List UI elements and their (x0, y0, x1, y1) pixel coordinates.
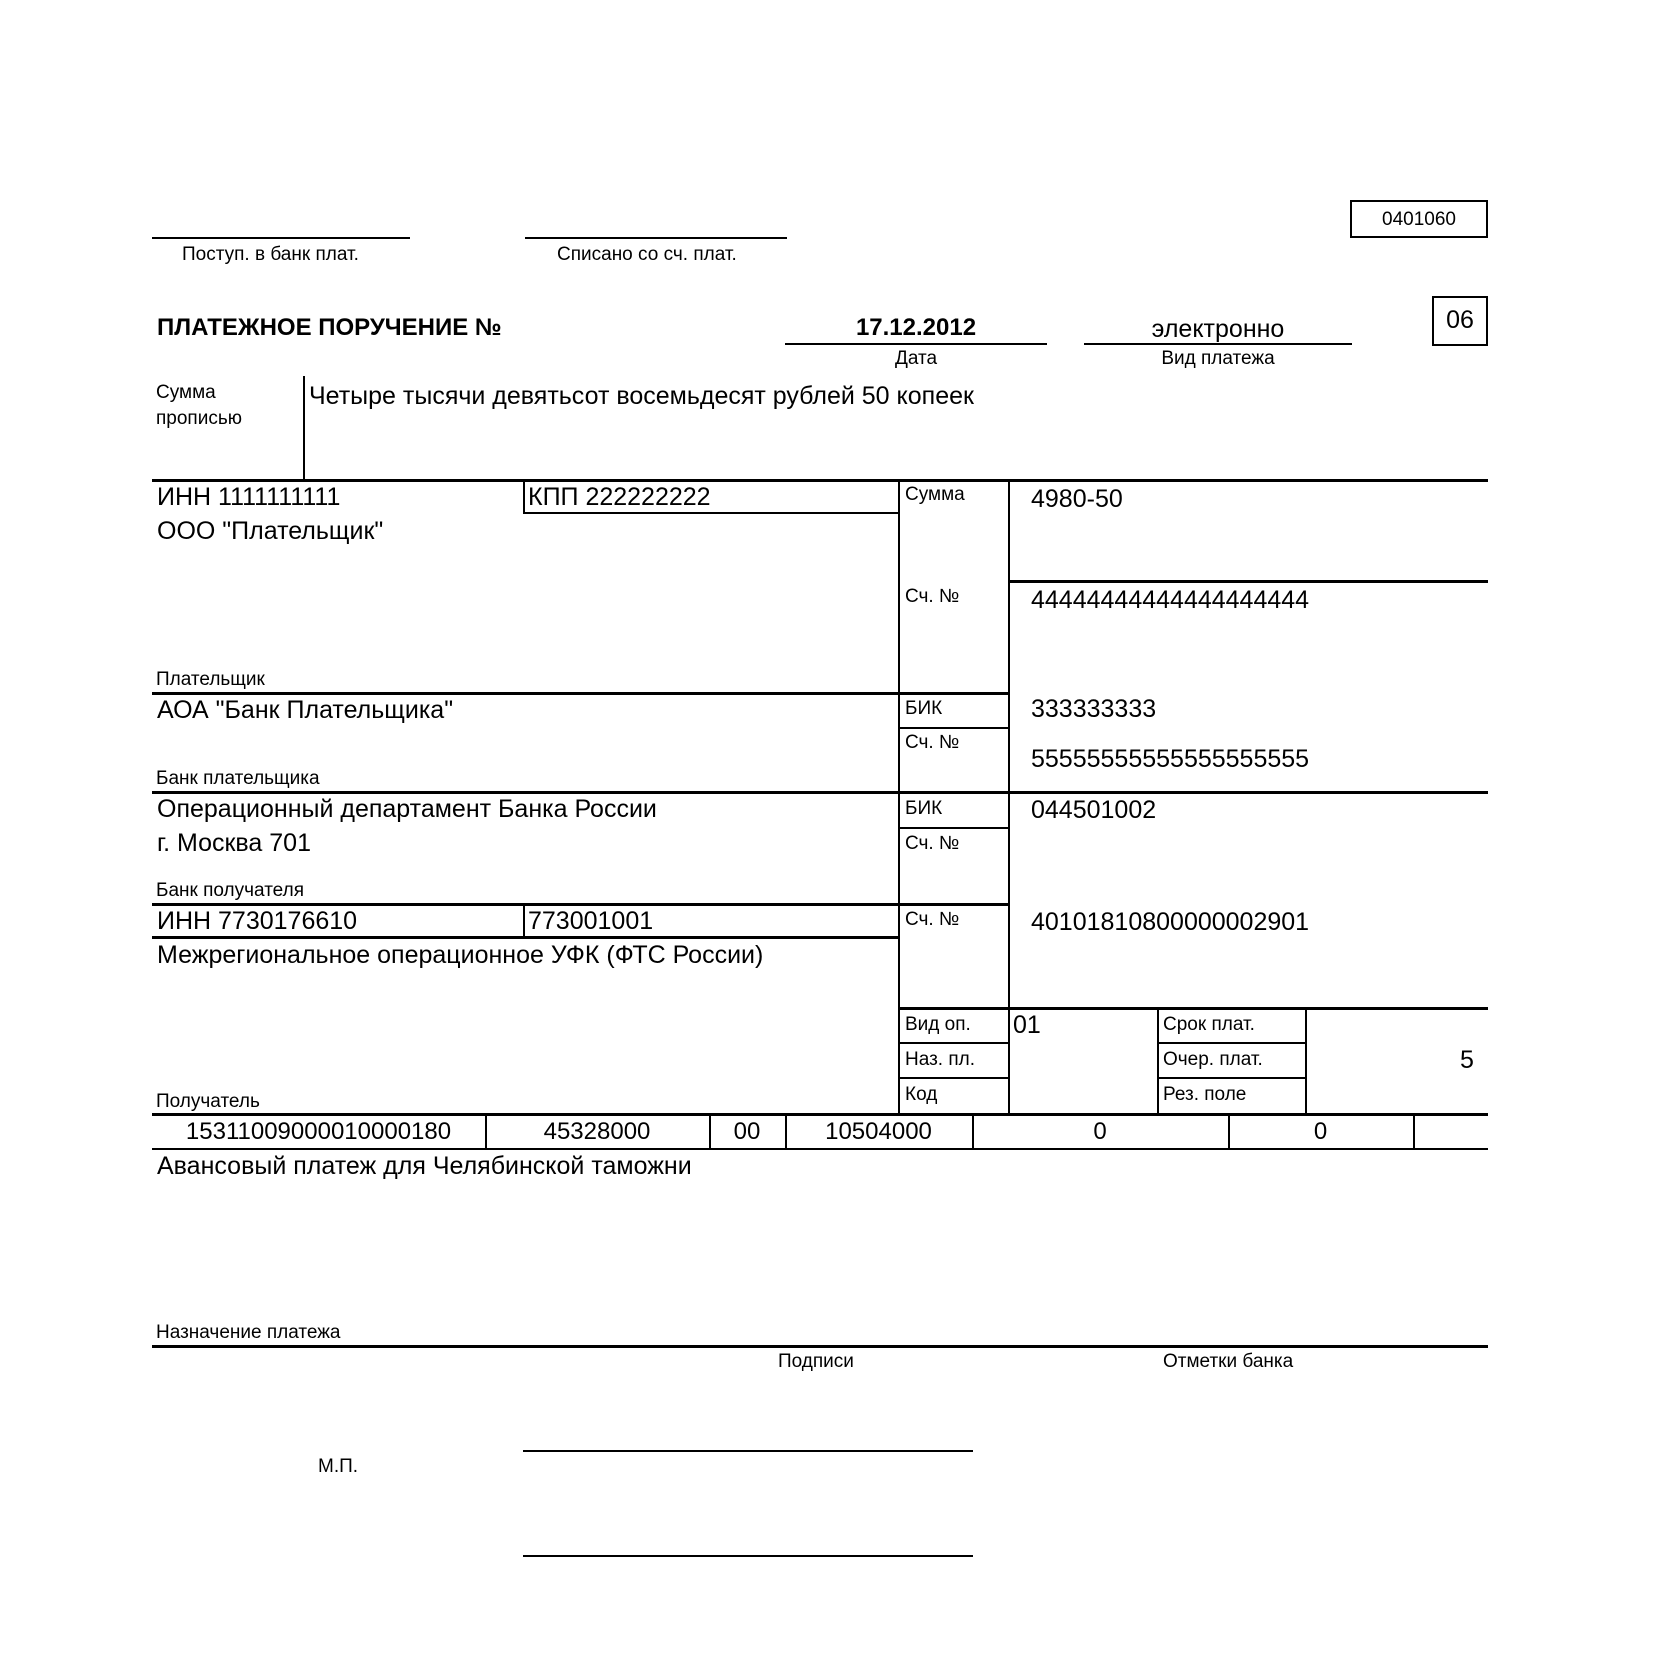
payment-date: 17.12.2012 (855, 314, 977, 341)
payer-bank-acc: 55555555555555555555 (1031, 745, 1310, 773)
debited-line (525, 237, 787, 239)
naz-pl-label: Наз. пл. (905, 1049, 975, 1070)
payee-label: Получатель (156, 1091, 260, 1112)
payer-bank-bik-label: БИК (905, 698, 943, 719)
received-label: Поступ. в банк плат. (182, 244, 359, 265)
op-line-2 (898, 1077, 1008, 1079)
signature-line-2[interactable] (523, 1555, 973, 1557)
bank-marks-label: Отметки банка (1163, 1351, 1294, 1372)
purpose-bottom-line (152, 1345, 1488, 1348)
payee-name: Межрегиональное операционное УФК (ФТС России) (157, 941, 764, 969)
payee-inn: ИНН 7730176610 (157, 907, 358, 935)
status-code: 06 (1446, 306, 1474, 334)
op-line-3 (1157, 1042, 1307, 1044)
center-divider (898, 480, 900, 1114)
amount-bottom-line (1008, 580, 1488, 583)
amount-words-value: Четыре тысячи девятьсот восемьдесят рублей 50 копеек (309, 382, 974, 410)
tax-doc-number: 0 (1093, 1118, 1107, 1145)
amount-words-label-1: Сумма (156, 382, 216, 403)
payee-top-line (152, 903, 1008, 906)
payee-bank-bik-label: БИК (905, 798, 943, 819)
payer-bank-name: АОА "Банк Плательщика" (157, 696, 454, 724)
payee-bank-bik-line (898, 827, 1008, 829)
tax-period: 10504000 (825, 1118, 932, 1145)
payer-account-value: 44444444444444444444 (1031, 586, 1310, 614)
payee-acc-label: Сч. № (905, 909, 960, 930)
payer-bank-bik: 333333333 (1031, 695, 1157, 723)
payee-bank-label: Банк получателя (156, 880, 304, 901)
payee-bank-name-2: г. Москва 701 (157, 829, 311, 857)
payer-kpp: КПП 222222222 (528, 483, 711, 511)
payment-type: электронно (1151, 315, 1285, 343)
srok-left-divider (1157, 1008, 1159, 1114)
tax-doc-date: 0 (1313, 1118, 1328, 1145)
signature-line-1[interactable] (523, 1450, 973, 1452)
payee-bank-bik: 044501002 (1031, 796, 1157, 824)
rez-label: Рез. поле (1163, 1084, 1247, 1105)
payer-name: ООО "Плательщик" (157, 517, 384, 545)
stamp-label: М.П. (318, 1456, 359, 1477)
payer-bank-top-line (152, 692, 1008, 695)
vid-op-value: 01 (1013, 1011, 1041, 1039)
srok-label: Срок плат. (1163, 1014, 1255, 1035)
payer-inn-line (523, 512, 899, 514)
srok-right-divider (1305, 1008, 1307, 1114)
date-line (785, 343, 1047, 345)
payee-bank-acc-label: Сч. № (905, 833, 960, 854)
payee-inn-line (152, 936, 899, 939)
form-code: 0401060 (1382, 209, 1456, 230)
payer-account-label: Сч. № (905, 586, 960, 607)
amount-words-divider (303, 376, 305, 480)
rule-main-top (152, 479, 1488, 482)
payment-type-line (1084, 343, 1352, 345)
tax-row-top-line (152, 1113, 1488, 1116)
vid-op-label: Вид оп. (905, 1014, 971, 1035)
tax-kbk: 15311009000010000180 (185, 1118, 452, 1145)
op-top-line (898, 1007, 1488, 1010)
payee-bank-name-1: Операционный департамент Банка России (157, 795, 657, 823)
amount-words-label-2: прописью (156, 408, 242, 429)
payer-bank-label: Банк плательщика (156, 768, 320, 789)
signatures-label: Подписи (778, 1351, 854, 1372)
tax-basis: 00 (733, 1118, 761, 1145)
payer-bank-acc-label: Сч. № (905, 732, 960, 753)
payer-inn-kpp-divider (523, 480, 525, 513)
payee-inn-kpp-divider (523, 904, 525, 937)
tax-oktmo: 45328000 (543, 1118, 651, 1145)
purpose-value: Авансовый платеж для Челябинской таможни (157, 1152, 692, 1180)
date-label: Дата (894, 348, 938, 369)
ocher-value: 5 (1460, 1046, 1474, 1074)
purpose-label: Назначение платежа (156, 1322, 341, 1343)
tax-div-6 (1413, 1114, 1415, 1149)
op-line-4 (1157, 1077, 1307, 1079)
payer-inn: ИНН 1111111111 (157, 483, 341, 511)
payee-kpp: 773001001 (528, 907, 654, 935)
amount-value: 4980-50 (1031, 485, 1123, 513)
payment-type-label: Вид платежа (1161, 348, 1275, 369)
ocher-label: Очер. плат. (1163, 1049, 1263, 1070)
payer-label: Плательщик (156, 669, 265, 690)
op-line-1 (898, 1042, 1008, 1044)
value-divider (1008, 480, 1010, 1114)
received-line (152, 237, 410, 239)
payer-bank-bik-line (898, 727, 1008, 729)
payee-bank-top-line (152, 791, 1488, 794)
kod-label: Код (905, 1084, 938, 1105)
page-title: ПЛАТЕЖНОЕ ПОРУЧЕНИЕ № (157, 314, 502, 341)
tax-row-bottom-line (152, 1148, 1488, 1150)
amount-label: Сумма (905, 484, 965, 505)
payee-acc: 40101810800000002901 (1031, 908, 1310, 936)
debited-label: Списано со сч. плат. (557, 244, 737, 265)
